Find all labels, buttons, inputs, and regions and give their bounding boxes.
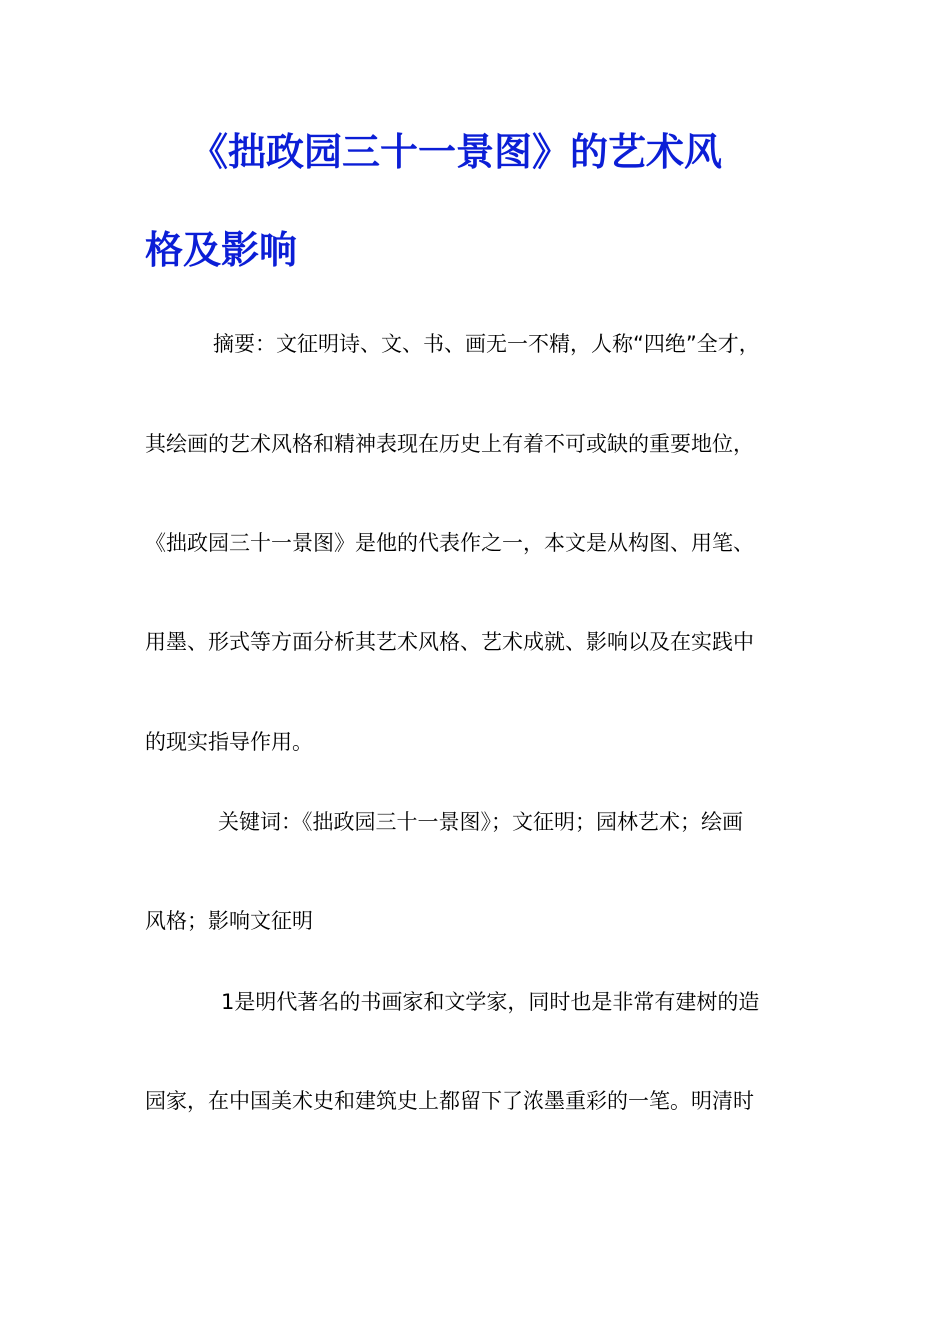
document-title-line-2: 格及影响: [145, 228, 298, 272]
abstract-line-4: 用墨、形式等方面分析其艺术风格、艺术成就、影响以及在实践中: [145, 630, 754, 654]
keywords-line-1: 关键词：《拙政园三十一景图》；文征明；园林艺术；绘画: [218, 810, 743, 834]
abstract-line-5: 的现实指导作用。: [145, 730, 313, 754]
keywords-line-2: 风格；影响文征明: [145, 909, 313, 933]
document-title-line-1: 《拙政园三十一景图》的艺术风: [190, 130, 723, 174]
body-line-2: 园家，在中国美术史和建筑史上都留下了浓墨重彩的一笔。明清时: [145, 1089, 754, 1113]
abstract-line-1: 摘要：文征明诗、文、书、画无一不精，人称“四绝”全才，: [213, 332, 760, 356]
abstract-line-2: 其绘画的艺术风格和精神表现在历史上有着不可或缺的重要地位，: [145, 432, 754, 456]
abstract-line-3: 《拙政园三十一景图》是他的代表作之一，本文是从构图、用笔、: [145, 531, 754, 555]
body-line-1: 1是明代著名的书画家和文学家，同时也是非常有建树的造: [221, 990, 760, 1014]
